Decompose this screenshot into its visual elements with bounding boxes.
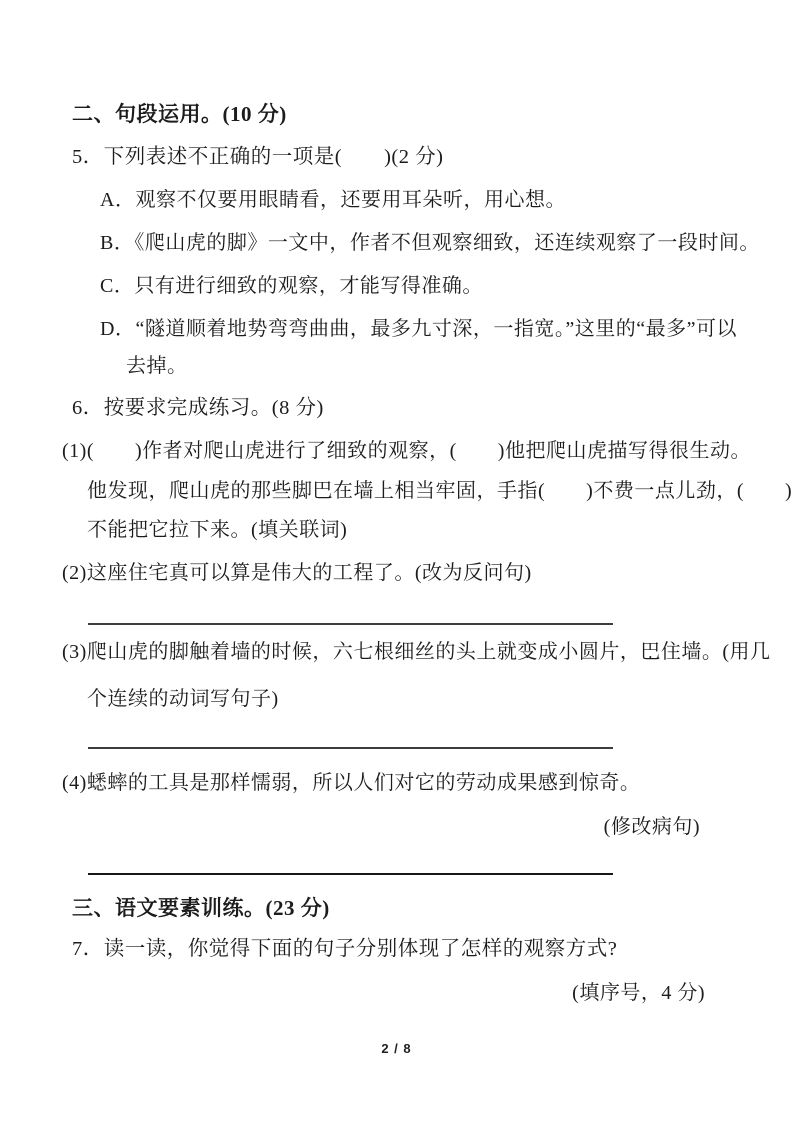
text-segment: 成小圆片，: [537, 641, 641, 663]
note-revise-sentence: (修改病句): [603, 816, 700, 838]
question-6-item-4: (4)蟋蟀的工具是那样懦弱，所以人们对它的劳动成果感到惊奇。: [62, 772, 641, 794]
question-5-option-d-line-2: 去掉。: [126, 355, 188, 377]
text-segment: 住墙。(用几: [660, 641, 771, 663]
answer-blank-line: [88, 603, 613, 625]
question-5-option-c: C．只有进行细致的观察，才能写得准确。: [100, 275, 483, 297]
question-6-item-3-line-1: [62, 639, 771, 666]
question-7-stem: 7．读一读，你觉得下面的句子分别体现了怎样的观察方式?: [72, 938, 618, 960]
question-5-option-a: A．观察不仅要用眼睛看，还要用耳朵听，用心想。: [100, 189, 566, 211]
question-6-item-1-line-2: 他发现，爬山虎的那些脚巴在墙上相当牢固，手指( )不费一点儿劲，( ): [87, 480, 793, 502]
question-6-item-1-line-1: (1)( )作者对爬山虎进行了细致的观察，( )他把爬山虎描写得很生动。: [62, 440, 751, 462]
question-6-item-2: (2)这座住宅真可以算是伟大的工程了。(改为反问句): [62, 562, 532, 584]
question-5-option-d-line-1: D．“隧道顺着地势弯弯曲曲，最多九寸深，一指宽。”这里的“最多”可以: [100, 318, 737, 340]
answer-blank-line: [88, 853, 613, 875]
text-segment: 着墙的时候，六七根细丝的头上就: [209, 641, 518, 663]
question-6-item-1-line-3: 不能把它拉下来。(填关联词): [87, 519, 348, 541]
question-6-stem: 6．按要求完成练习。(8 分): [72, 397, 324, 419]
page-number: 2 / 8: [381, 1041, 412, 1056]
section-heading-2: 二、句段运用。(10 分): [72, 102, 287, 126]
emphasized-char: 变 •: [517, 639, 538, 666]
answer-blank-line: [88, 727, 613, 749]
section-heading-3: 三、语文要素训练。(23 分): [72, 896, 330, 920]
text-segment: (3)爬山虎的脚: [62, 641, 190, 663]
question-5-option-b: B．《爬山虎的脚》一文中，作者不但观察细致，还连续观察了一段时间。: [100, 232, 760, 254]
question-5-stem: 5．下列表述不正确的一项是( )(2 分): [72, 146, 444, 168]
question-6-item-3-line-2: 个连续的动词写句子): [87, 688, 279, 710]
emphasized-char: 巴 •: [640, 639, 661, 666]
note-fill-number: (填序号，4 分): [572, 982, 705, 1004]
emphasized-char: 触 •: [189, 639, 210, 666]
